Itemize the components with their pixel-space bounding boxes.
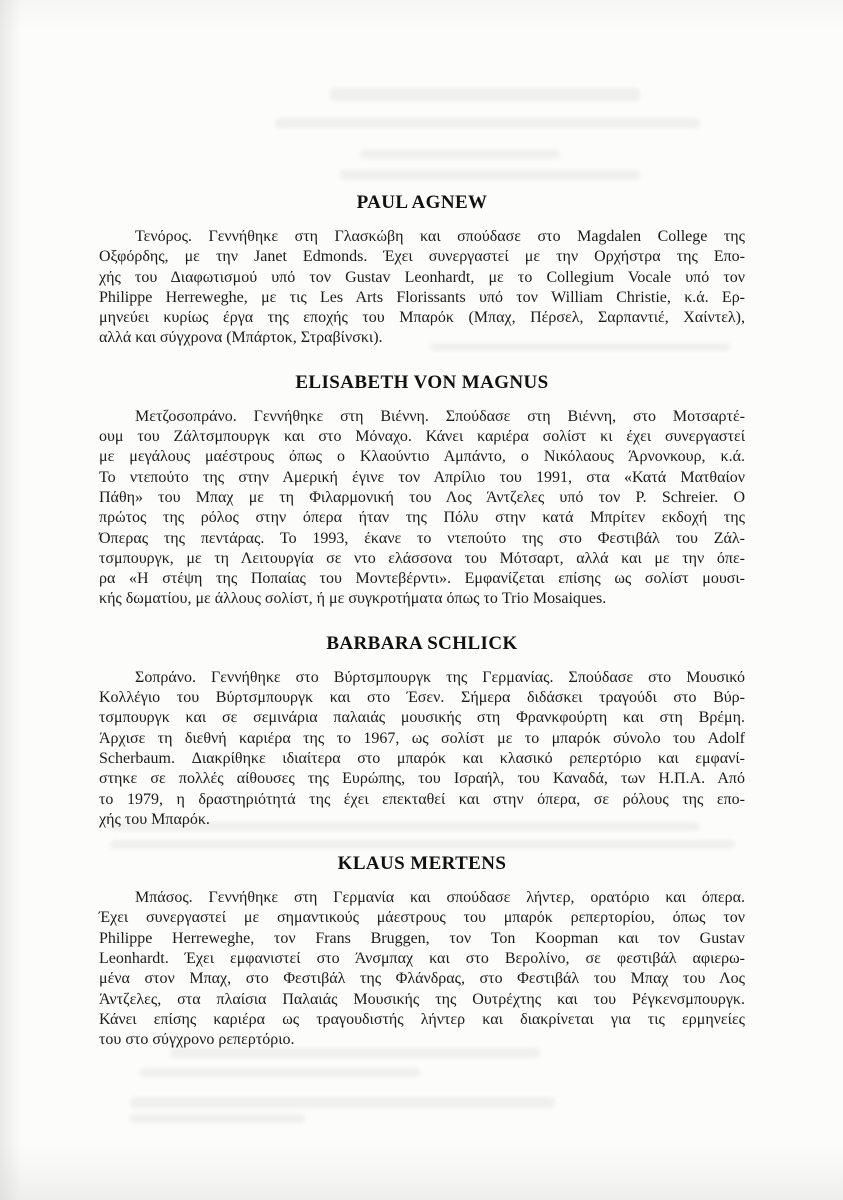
text-line: ουμ του Ζάλτσμπουργκ και στο Μόναχο. Κάνει καριέρα σολίστ κι έχει συνεργαστεί [99, 428, 745, 446]
text-line: Philippe Herreweghe, με τις Les Arts Florissants υπό τον William Christie, κ.ά. Ερ- [99, 288, 745, 306]
text-line: Οξφόρδης, με την Janet Edmonds. Έχει συνεργαστεί με την Ορχήστρα της Επο- [99, 248, 745, 266]
text-line: Έχει συνεργαστεί με σημαντικούς μάεστρους του μπαρόκ ρεπερτορίου, όπως τον [99, 909, 745, 927]
text-line: ρα «Η στέψη της Ποπαίας του Μοντεβέρντι». Εμφανίζεται επίσης ως σολίστ μουσι- [99, 570, 745, 588]
text-line: Philippe Herreweghe, τον Frans Bruggen, τον Ton Koopman και τον Gustav [99, 929, 745, 947]
bio-paragraph [99, 227, 745, 349]
text-line: Τενόρος. Γεννήθηκε στη Γλασκώβη και σπούδασε στο Magdalen College της [135, 228, 745, 245]
bio-paragraph [99, 888, 745, 1050]
bio-paragraph [99, 407, 745, 610]
text-line: τσμπουργκ και σε σεμινάρια παλαιάς μουσικής στη Φρανκφούρτη και στη Βρέμη. [99, 709, 745, 727]
text-line: Scherbaum. Διακρίθηκε ιδιαίτερα στο μπαρόκ και κλασικό ρεπερτόριο και εμφανί- [99, 749, 745, 767]
bio-section-paul-agnew [99, 193, 745, 349]
text-line: τσμπουργκ, με τη Λειτουργία σε ντο ελάσσονα του Μότσαρτ, αλλά και με την όπε- [99, 549, 745, 567]
text-line: Όπερας της πεντάρας. Το 1993, έκανε το ντεπούτο της στο Φεστιβάλ του Ζάλ- [99, 529, 745, 547]
text-line: Leonhardt. Έχει εμφανιστεί στο Άνσμπαχ και στο Βερολίνο, σε φεστιβάλ αφιερω- [99, 950, 745, 968]
bleed-through-artifact [130, 1097, 555, 1108]
text-line: Μπάσος. Γεννήθηκε στη Γερμανία και σπούδασε λήντερ, ορατόριο και όπερα. [135, 889, 745, 907]
text-line: Κολλέγιο του Βύρτσμπουργκ και στο Έσεν. Σήμερα διδάσκει τραγούδι στο Βύρ- [99, 689, 745, 707]
text-line: με μεγάλους μαέστρους όπως ο Κλαούντιο Αμπάντο, ο Νικόλαους Άρνονκουρ, κ.ά. [99, 448, 745, 466]
text-line: Μετζοσοπράνο. Γεννήθηκε στη Βιέννη. Σπούδασε στη Βιέννη, στο Μοτσαρτέ- [135, 407, 745, 425]
text-line: Το ντεπούτο της στην Αμερική έγινε τον Απρίλιο του 1991, στα «Κατά Ματθαίον [99, 468, 745, 486]
text-line: μένα στον Μπαχ, στο Φεστιβάλ της Φλάνδρας, στο Φεστιβάλ του Μπαχ του Λος [99, 970, 745, 988]
text-line: Κάνει επίσης καριέρα ως τραγουδιστής λήντερ και διακρίνεται για τις ερμηνείες [99, 1010, 745, 1028]
bio-paragraph [99, 668, 745, 830]
bleed-through-artifact [130, 1114, 305, 1123]
text-line: του στο σύγχρονο ρεπερτόριο. [99, 1031, 295, 1049]
text-line: Άντζελες, στα πλαίσια Παλαιάς Μουσικής της Ουτρέχτης και του Ρέγκενσμπουργκ. [99, 990, 745, 1008]
text-line: στηκε σε πολλές αίθουσες της Ευρώπης, του Ισραήλ, του Καναδά, των Η.Π.Α. Από [99, 770, 745, 788]
section-heading: ELISABETH VON MAGNUS [295, 371, 549, 393]
text-line: πρώτος της ρόλος στην όπερα ήταν της Πόλυ στην κατά Μπρίτεν εκδοχή της [99, 509, 745, 527]
bleed-through-artifact [275, 118, 700, 128]
text-line: χής του Διαφωτισμού υπό τον Gustav Leonhardt, με το Collegium Vocale υπό τον [99, 268, 745, 286]
bleed-through-artifact [360, 150, 560, 159]
text-line: χής του Μπαρόκ. [99, 810, 210, 828]
section-heading: PAUL AGNEW [356, 192, 488, 213]
section-heading: KLAUS MERTENS [337, 853, 507, 875]
section-heading: BARBARA SCHLICK [326, 632, 518, 654]
text-line: Πάθη» του Μπαχ με τη Φιλαρμονική του Λος Άντζελες υπό τον P. Schreier. Ο [99, 488, 745, 506]
bleed-through-artifact [330, 88, 640, 101]
bio-section-elisabeth-von-magnus [99, 373, 745, 610]
text-line: αλλά και σύγχρονα (Μπάρτοκ, Στραβίνσκι). [99, 329, 383, 347]
text-line: κής δωματίου, με άλλους σολίστ, ή με συγκροτήματα όπως το Trio Mosaiques. [99, 590, 607, 608]
bio-section-klaus-mertens [99, 854, 745, 1050]
text-line: μηνεύει κυρίως έργα της εποχής του Μπαρόκ (Μπαχ, Πέρσελ, Σαρπαντιέ, Χαίντελ), [99, 309, 745, 327]
page-text-column [99, 193, 745, 1051]
text-line: Άρχισε τη διεθνή καριέρα της το 1967, ως σολίστ με το μπαρόκ σύνολο του Adolf [99, 729, 745, 747]
text-line: το 1979, η δραστηριότητά της έχει επεκταθεί και στην όπερα, σε ρόλους της επο- [99, 790, 745, 808]
text-line: Σοπράνο. Γεννήθηκε στο Βύρτσμπουργκ της Γερμανίας. Σπούδασε στο Μουσικό [135, 668, 745, 686]
bio-section-barbara-schlick [99, 634, 745, 830]
bleed-through-artifact [340, 170, 640, 180]
bleed-through-artifact [140, 1068, 420, 1077]
